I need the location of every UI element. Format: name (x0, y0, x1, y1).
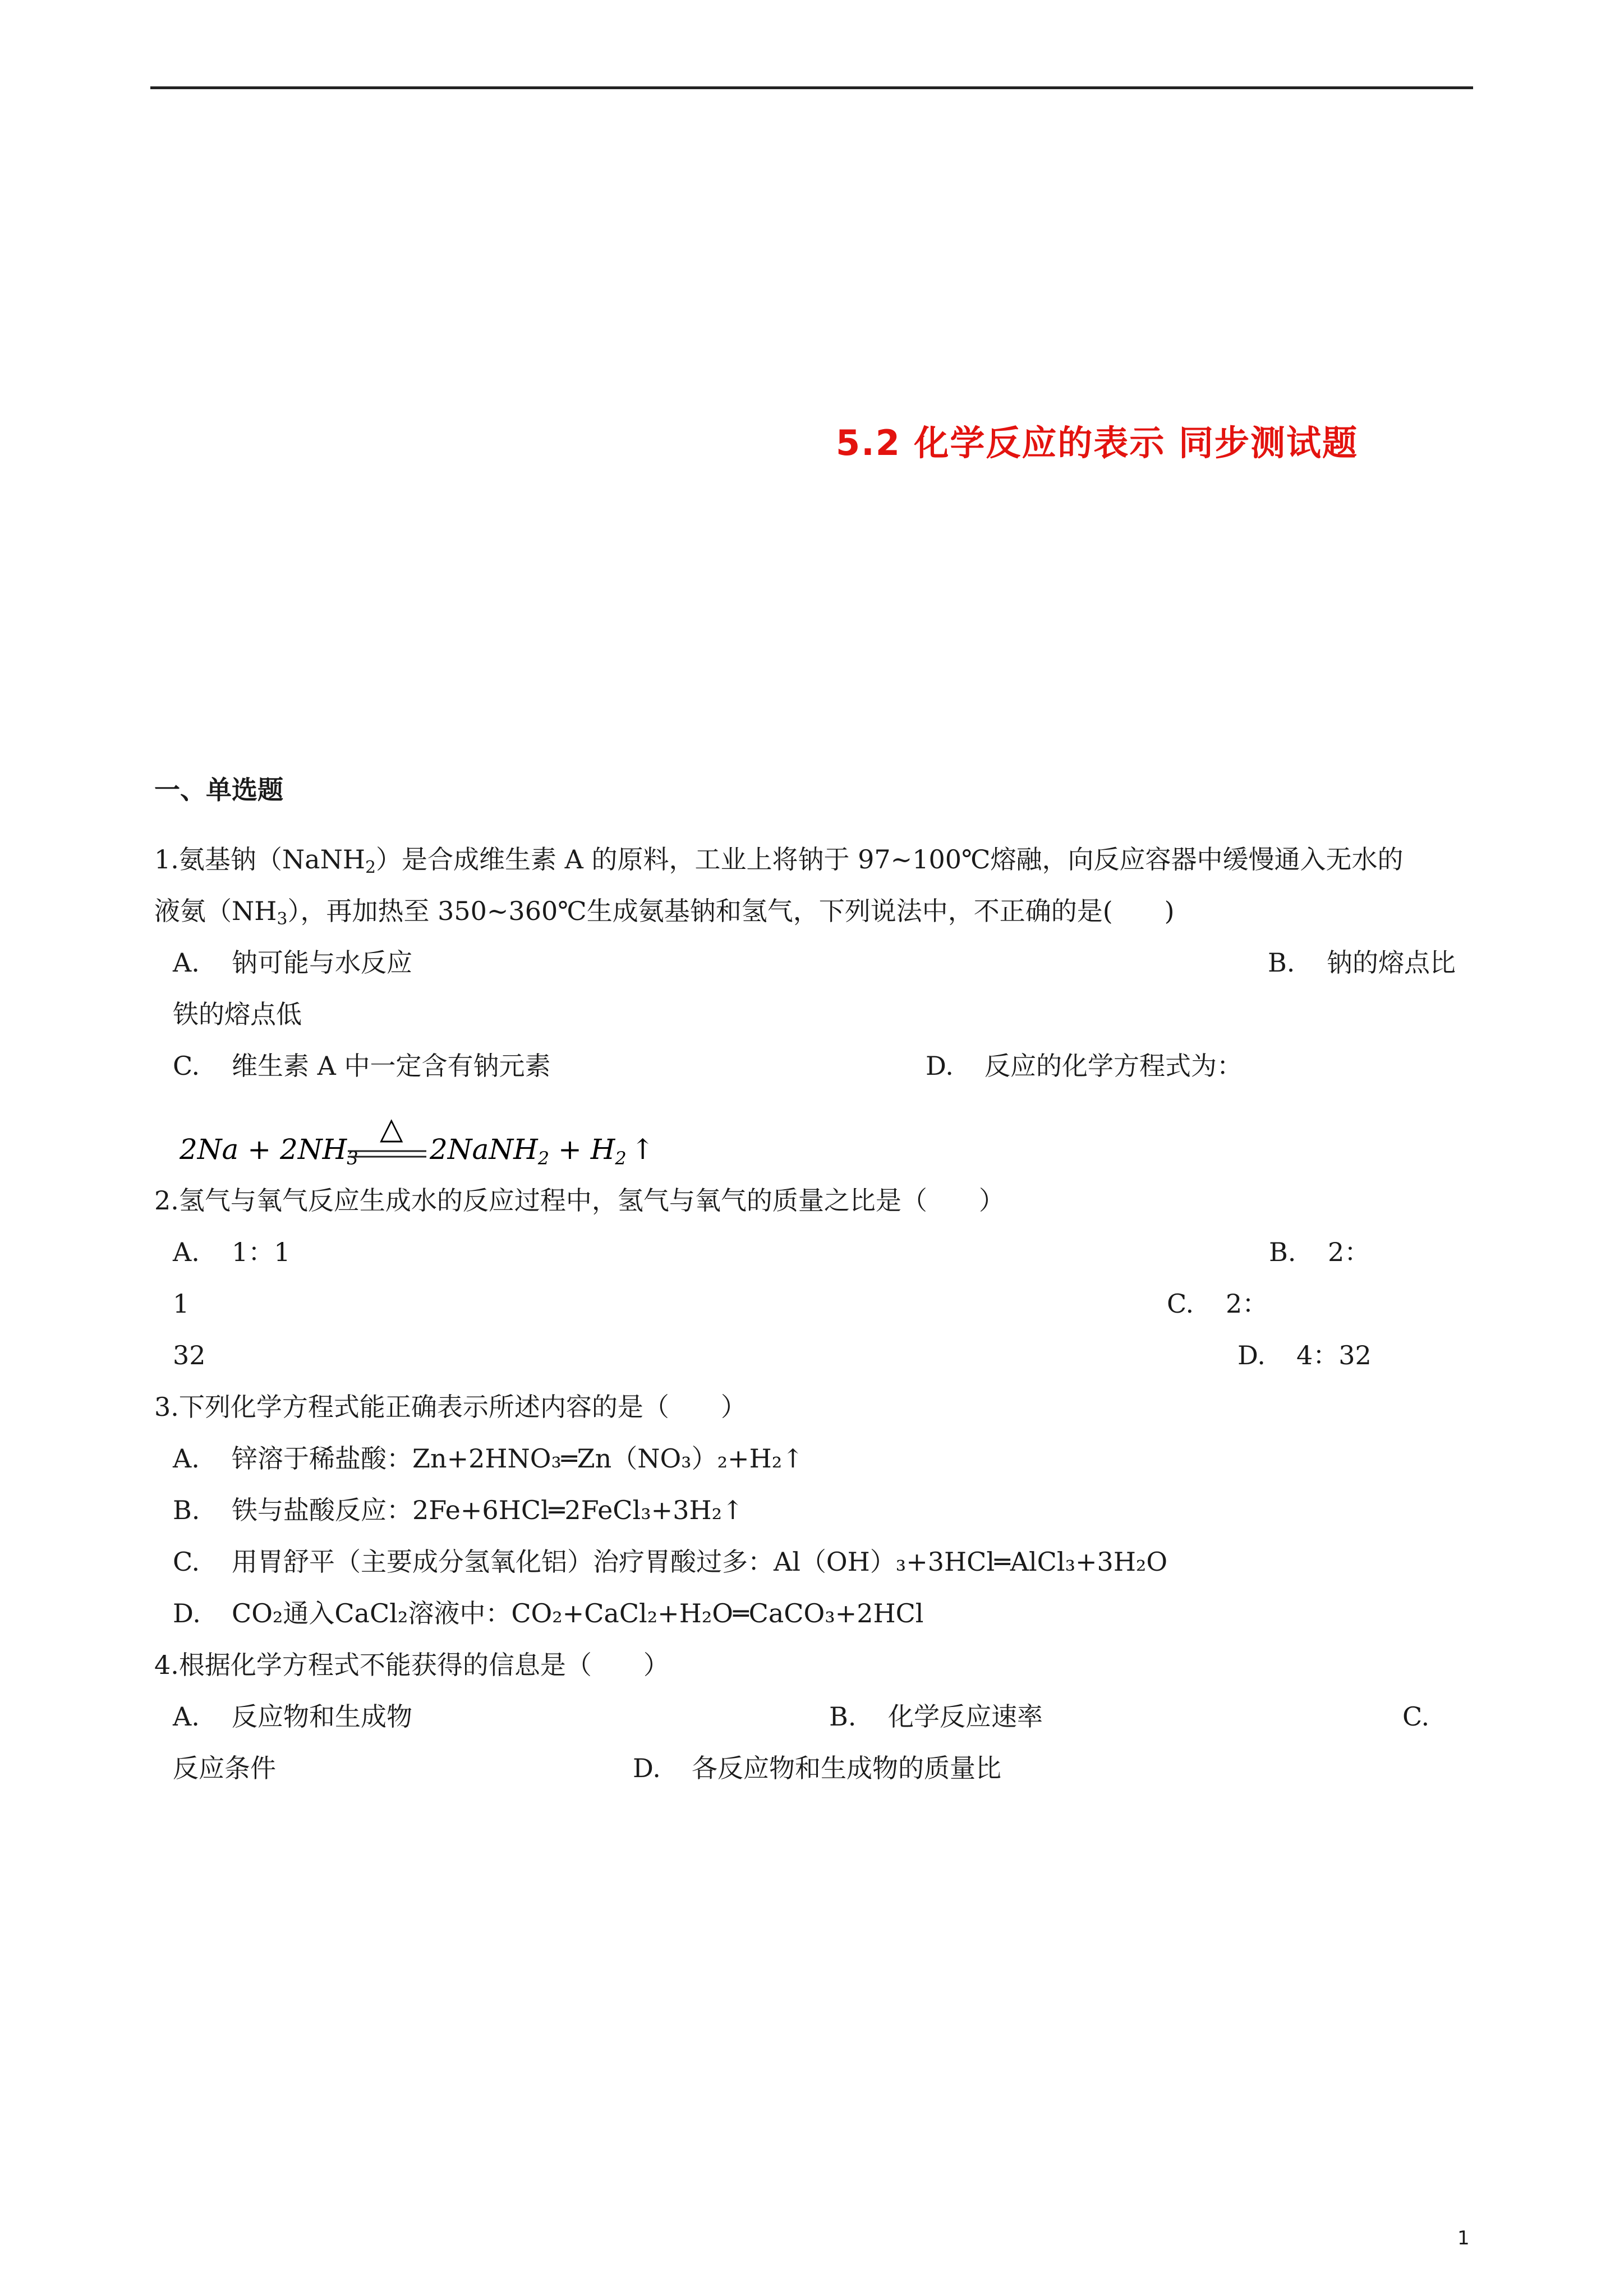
question-1-option-a[interactable] (173, 946, 412, 979)
option-label: B. (173, 1495, 200, 1525)
question-4-option-d[interactable] (633, 1751, 1001, 1785)
option-text: 锌溶于稀盐酸：Zn+2HNO₃═Zn（NO₃）₂+H₂↑ (232, 1443, 804, 1474)
option-text: 用胃舒平（主要成分氢氧化铝）治疗胃酸过多：Al（OH）₃+3HCl═AlCl₃+3H₂O (232, 1547, 1168, 1577)
option-text: 钠可能与水反应 (232, 947, 412, 978)
question-2-option-b[interactable] (1269, 1235, 1370, 1269)
question-1-option-d[interactable] (926, 1049, 1243, 1083)
question-4-option-a[interactable] (173, 1700, 412, 1733)
question-1-option-b-continued: 铁的熔点低 (173, 999, 302, 1029)
question-2-option-d[interactable] (1237, 1338, 1372, 1372)
equation-rhs: 2NaNH$_2$ + $H_2$ ↑ (430, 1133, 655, 1169)
option-text: 各反应物和生成物的质量比 (692, 1753, 1001, 1783)
option-text: CO₂通入CaCl₂溶液中：CO₂+CaCl₂+H₂O═CaCO₃+2HCl (232, 1598, 924, 1628)
equation-condition-triangle: △ (380, 1114, 403, 1146)
option-label: D. (1237, 1340, 1266, 1370)
option-text: 2： (1226, 1289, 1268, 1319)
option-label: C. (1167, 1289, 1194, 1319)
option-label: D. (633, 1753, 661, 1783)
option-text: 4：32 (1296, 1340, 1372, 1370)
header-rule (150, 86, 1473, 89)
option-text: 2： (1328, 1237, 1370, 1267)
question-2-option-b-continued: 1 (173, 1289, 190, 1319)
question-3-option-a[interactable] (173, 1442, 804, 1475)
reaction-equation (180, 1114, 662, 1176)
option-label: A. (173, 1237, 200, 1267)
option-text: 化学反应速率 (888, 1701, 1043, 1732)
question-1-stem-line-2: 液氨$(NH_3)$，再加热至 350~360℃生成氨基钠和氢气，下列说法中，不正确的是( ) (154, 896, 1175, 929)
option-text: 反应的化学方程式为： (984, 1051, 1243, 1081)
option-text: 反应物和生成物 (232, 1701, 412, 1732)
question-2-option-c[interactable] (1167, 1287, 1268, 1320)
equation-lhs: $2Na + 2NH_3$ (180, 1133, 358, 1169)
question-3-option-b[interactable] (173, 1493, 744, 1527)
question-4-option-c-text[interactable]: 反应条件 (173, 1753, 276, 1783)
question-1-option-c[interactable] (173, 1049, 550, 1083)
option-label: A. (173, 1701, 200, 1732)
option-label: A. (173, 947, 200, 978)
question-3-option-c[interactable] (173, 1545, 1167, 1579)
question-4-option-b[interactable] (829, 1700, 1043, 1733)
option-label: A. (173, 1443, 200, 1474)
option-label: C. (173, 1547, 200, 1577)
option-label: B. (1268, 947, 1295, 978)
option-label: B. (1269, 1237, 1296, 1267)
option-label: D. (173, 1598, 201, 1628)
option-label: B. (829, 1701, 857, 1732)
question-1-option-b[interactable] (1268, 946, 1456, 979)
question-2-option-c-continued: 32 (173, 1340, 206, 1370)
question-3-stem: 3.下列化学方程式能正确表示所述内容的是（ ） (154, 1392, 747, 1422)
option-label: D. (926, 1051, 954, 1081)
option-label: C. (173, 1051, 200, 1081)
equation-graphic (180, 1114, 662, 1176)
page-number: 1 (1457, 2227, 1470, 2249)
question-2-stem: 2.氢气与氧气反应生成水的反应过程中，氢气与氧气的质量之比是（ ） (154, 1185, 1005, 1216)
option-text: 1：1 (232, 1237, 291, 1267)
option-text: 铁与盐酸反应：2Fe+6HCl═2FeCl₃+3H₂↑ (232, 1495, 744, 1525)
question-2-option-a[interactable] (173, 1235, 291, 1269)
question-3-option-d[interactable] (173, 1596, 924, 1630)
question-1-stem-line-1: 1.氨基钠（NaNH$_2$）是合成维生素 A 的原料，工业上将钠于 97~100℃熔融，向反应容器中缓慢通入无水的 (154, 844, 1404, 877)
question-4-stem: 4.根据化学方程式不能获得的信息是（ ） (154, 1650, 669, 1680)
option-text: 钠的熔点比 (1327, 947, 1456, 978)
section-heading: 一、单选题 (154, 775, 283, 805)
question-4-option-c-label[interactable]: C. (1402, 1701, 1430, 1732)
option-text: 维生素 A 中一定含有钠元素 (232, 1051, 551, 1081)
document-title: 5.2 化学反应的表示 同步测试题 (836, 422, 1359, 463)
